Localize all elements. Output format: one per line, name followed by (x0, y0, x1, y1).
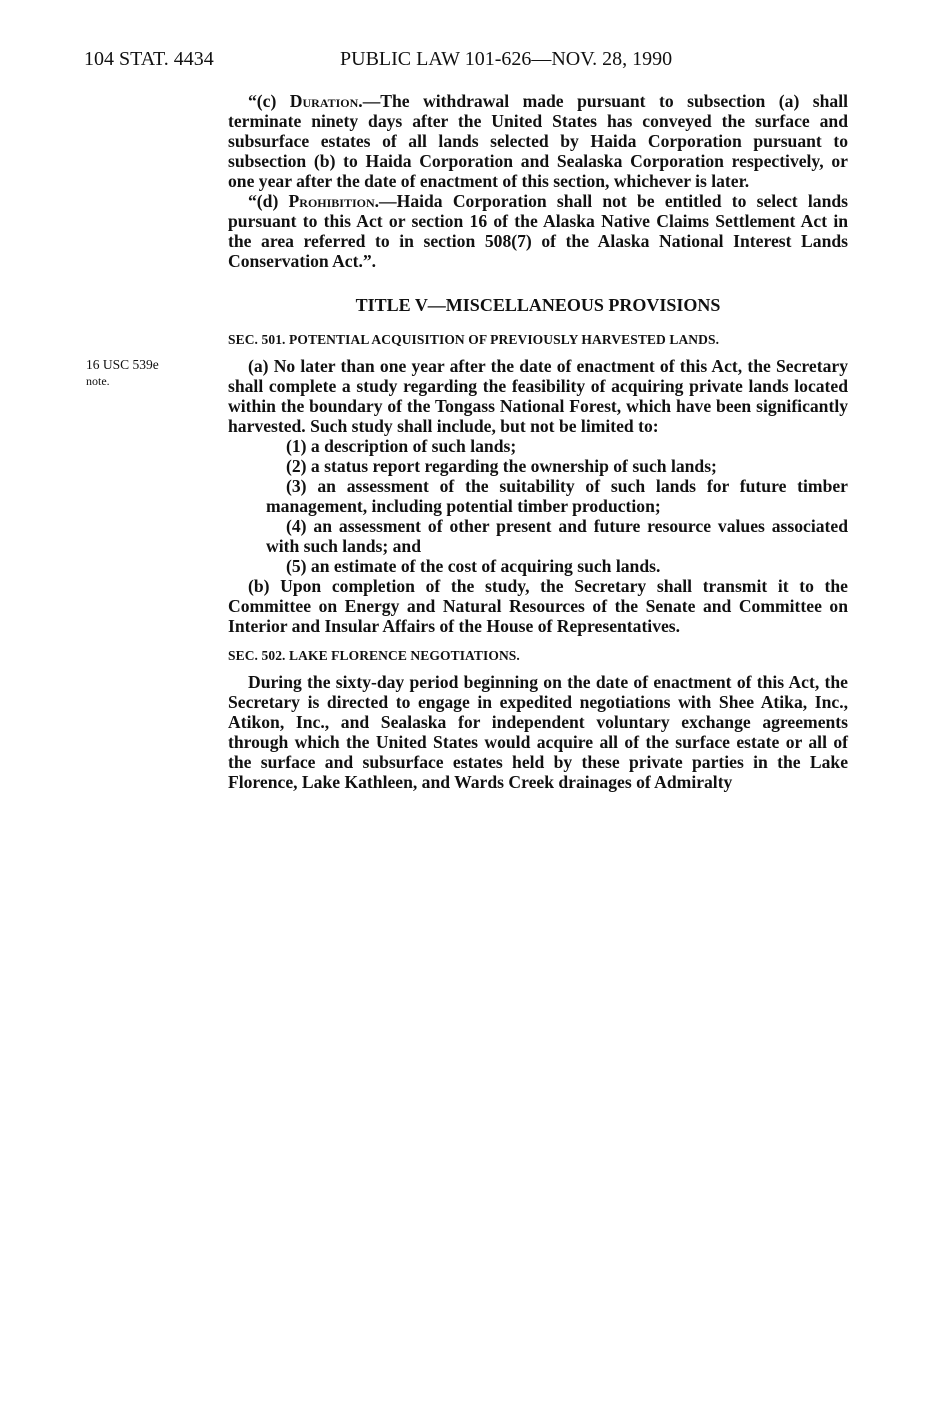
section-501-item-5: (5) an estimate of the cost of acquiring such lands. (286, 556, 661, 576)
stat-citation: 104 STAT. 4434 (84, 48, 214, 70)
section-501-para-b: (b) Upon completion of the study, the Secretary shall transmit it to the Committee on Energy and Natural Resources of the Senate and Committee on Interior and Insular Affairs of the House of Representatives. (228, 576, 848, 636)
margin-note-label: note. (86, 374, 110, 388)
body-column (228, 91, 848, 792)
margin-note (86, 357, 159, 389)
margin-note-usc-cite: 16 USC 539e (86, 357, 159, 372)
subsection-d (228, 191, 848, 271)
section-502-text: During the sixty-day period beginning on the date of enactment of this Act, the Secretary is directed to engage in expedited negotiations with Shee Atika, Inc., Atikon, Inc., and Sealaska for independent voluntary exchange agreements through which the United States would acquire all of the surface estate or all of the surface and subsurface estates held by these private parties in the Lake Florence, Lake Kathleen, and Wards Creek drainages of Admiralty (228, 672, 848, 792)
section-501-item-1: (1) a description of such lands; (286, 436, 517, 456)
title-heading: TITLE V—MISCELLANEOUS PROVISIONS (355, 295, 721, 315)
section-501-heading: SEC. 501. POTENTIAL ACQUISITION OF PREVIOUSLY HARVESTED LANDS. (228, 332, 720, 347)
running-head (84, 44, 864, 74)
subsection-d-heading: Prohibition (288, 191, 375, 211)
section-501-item-2: (2) a status report regarding the ownership of such lands; (286, 456, 717, 476)
subsection-c-text: .—The withdrawal made pursuant to subsection (a) shall terminate ninety days after the United States has conveyed the surface and subsurface estates of all lands selected by Haida Corporation pursuant to subsection (b) to Haida Corporation and Sealaska Corporation respectively, or one year after the date of enactment of this section, whichever is later. (228, 91, 848, 191)
subsection-c-heading: Duration (289, 91, 359, 111)
section-502-heading: SEC. 502. LAKE FLORENCE NEGOTIATIONS. (228, 648, 520, 663)
subsection-d-text: .—Haida Corporation shall not be entitled to select lands pursuant to this Act or section 16 of the Alaska Native Claims Settlement Act in the area referred to in section 508(7) of the Alaska National Interest Lands Conservation Act.”. (228, 191, 848, 271)
subsection-d-prefix: “(d) (248, 191, 289, 211)
section-501-item-4: (4) an assessment of other present and future resource values associated with such lands; and (266, 516, 848, 556)
section-501-para-a: (a) No later than one year after the date of enactment of this Act, the Secretary shall complete a study regarding the feasibility of acquiring private lands located within the boundary of the Tongass National Forest, which have been significantly harvested. Such study shall include, but not be limited to: (228, 356, 848, 436)
section-501-item-3: (3) an assessment of the suitability of such lands for future timber management, including potential timber production; (266, 476, 848, 516)
public-law-citation: PUBLIC LAW 101-626—NOV. 28, 1990 (340, 48, 673, 70)
subsection-c (228, 91, 848, 191)
subsection-c-prefix: “(c) (248, 91, 290, 111)
